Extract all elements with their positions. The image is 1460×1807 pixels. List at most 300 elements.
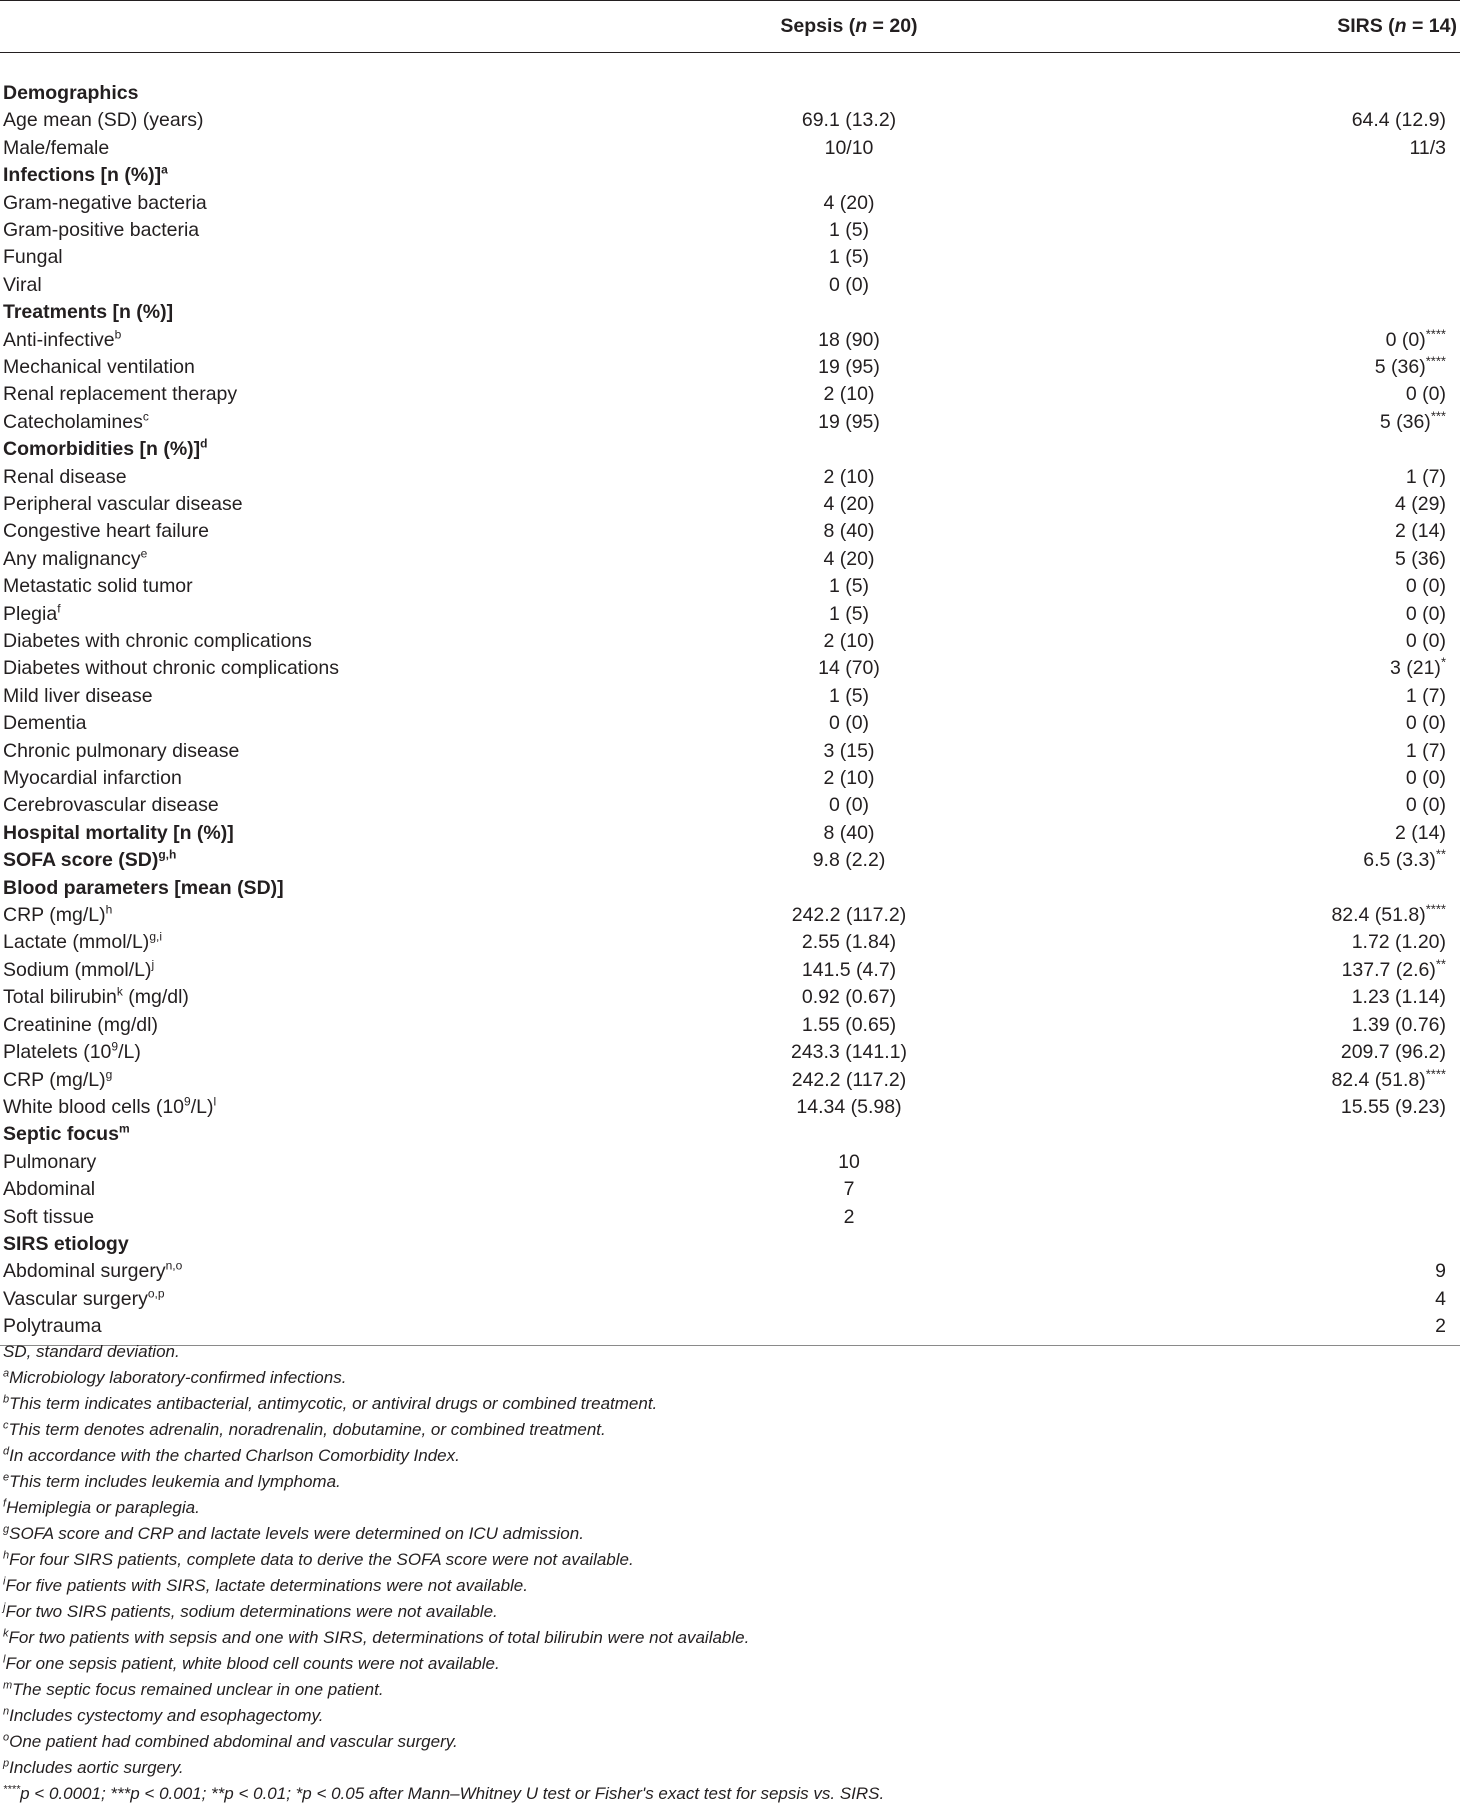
sirs-value <box>992 546 1460 573</box>
sepsis-value <box>706 1039 992 1066</box>
row-label-text: SOFA score (SD) <box>3 849 159 872</box>
table-footnotes <box>3 1339 884 1807</box>
footnote <box>3 1599 884 1625</box>
sirs-value <box>992 1067 1460 1094</box>
row-label <box>0 354 706 381</box>
row-label <box>0 738 706 765</box>
header-sirs-n: n <box>1394 14 1407 37</box>
sepsis-value <box>706 1012 992 1039</box>
sirs-value-text: 4 <box>1435 1287 1446 1310</box>
significance-marker: **** <box>1425 1066 1446 1082</box>
table-row <box>0 929 1460 956</box>
significance-marker: ** <box>1435 846 1446 862</box>
header-sepsis-n: n <box>855 14 868 37</box>
footnote-letter: i <box>3 1575 6 1588</box>
footnote-letter: k <box>3 1627 9 1640</box>
sepsis-value-text: 243.3 (141.1) <box>790 1041 907 1064</box>
row-label-text: Gram-positive bacteria <box>3 218 200 241</box>
row-label-text: Diabetes with chronic complications <box>3 630 312 653</box>
sepsis-value <box>706 436 992 463</box>
row-label <box>0 628 706 655</box>
footnote <box>3 1677 884 1703</box>
footnote-letter: j <box>3 1601 6 1614</box>
table-row <box>0 217 1460 244</box>
section-row <box>0 436 1460 463</box>
significance-marker: *** <box>1430 408 1446 424</box>
sepsis-value-text: 2 (10) <box>823 767 875 790</box>
footnote <box>3 1703 884 1729</box>
footnote <box>3 1625 884 1651</box>
sirs-value <box>992 80 1460 107</box>
row-label <box>0 820 706 847</box>
section-row <box>0 875 1460 902</box>
header-sepsis: Sepsis (n = 20) <box>706 1 992 53</box>
table-row <box>0 272 1460 299</box>
table-row <box>0 683 1460 710</box>
table-row <box>0 601 1460 628</box>
row-label-text: CRP (mg/L) <box>3 904 106 927</box>
footnote-marker: c <box>142 409 149 424</box>
sepsis-value <box>706 244 992 271</box>
sirs-value <box>992 491 1460 518</box>
sirs-value-text: 0 (0) <box>1405 767 1446 790</box>
sirs-value-text: 2 <box>1435 1315 1446 1338</box>
footnote-text: This term denotes adrenalin, noradrenalin, dobutamine, or combined treatment. <box>8 1420 606 1439</box>
sepsis-value <box>706 1094 992 1121</box>
row-label <box>0 573 706 600</box>
sirs-value <box>992 327 1460 354</box>
footnote-text: For one sepsis patient, white blood cell counts were not available. <box>5 1654 500 1673</box>
sirs-value <box>992 244 1460 271</box>
table-row <box>0 655 1460 682</box>
row-label-suffix: (mg/dl) <box>122 986 189 1009</box>
sepsis-value-text: 19 (95) <box>818 355 880 378</box>
sepsis-value-text: 0.92 (0.67) <box>801 986 897 1009</box>
sirs-value-text: 9 <box>1435 1260 1446 1283</box>
table-row <box>0 491 1460 518</box>
section-row <box>0 299 1460 326</box>
sepsis-value-text: 10/10 <box>824 136 874 159</box>
row-label-text: Metastatic solid tumor <box>3 575 193 598</box>
sirs-value-text: 64.4 (12.9) <box>1351 109 1446 132</box>
table-row <box>0 327 1460 354</box>
row-label-text: Pulmonary <box>3 1150 97 1173</box>
sepsis-value <box>706 272 992 299</box>
sirs-value-text: 1.39 (0.76) <box>1351 1013 1446 1036</box>
sirs-value <box>992 738 1460 765</box>
sirs-value-text: 0 (0) <box>1405 602 1446 625</box>
row-label <box>0 107 706 134</box>
footnote-text: This term includes leukemia and lymphoma. <box>9 1472 341 1491</box>
sirs-value-text: 82.4 (51.8) <box>1331 1068 1426 1091</box>
row-label-text: Viral <box>3 273 42 296</box>
table-body <box>0 80 1460 1345</box>
table-row <box>0 381 1460 408</box>
header-empty-cell <box>0 1 706 53</box>
row-label-text: Blood parameters [mean (SD)] <box>3 876 284 899</box>
table-row <box>0 628 1460 655</box>
footnote-marker: f <box>57 601 61 616</box>
sepsis-value-text: 2 (10) <box>823 383 875 406</box>
sirs-value <box>992 436 1460 463</box>
footnote-text: Hemiplegia or paraplegia. <box>6 1498 200 1517</box>
significance-marker: **** <box>1425 353 1446 369</box>
table-row <box>0 792 1460 819</box>
sepsis-value <box>706 409 992 436</box>
sepsis-value <box>706 1121 992 1148</box>
footnote-text: For four SIRS patients, complete data to derive the SOFA score were not available. <box>9 1550 634 1569</box>
table-row <box>0 957 1460 984</box>
sirs-value-text: 0 (0) <box>1405 712 1446 735</box>
sepsis-value <box>706 628 992 655</box>
sirs-value-text: 2 (14) <box>1395 821 1446 844</box>
footnote <box>3 1339 884 1365</box>
sepsis-value-text: 4 (20) <box>823 191 875 214</box>
footnote-marker: b <box>114 327 122 342</box>
sepsis-value <box>706 217 992 244</box>
footnote-text: SOFA score and CRP and lactate levels were determined on ICU admission. <box>9 1524 584 1543</box>
significance-marker: ** <box>1435 956 1446 972</box>
row-label-text: Demographics <box>3 81 139 104</box>
row-label-text: Vascular surgery <box>3 1287 148 1310</box>
sirs-value <box>992 162 1460 189</box>
sepsis-value <box>706 354 992 381</box>
row-label-text: Soft tissue <box>3 1205 95 1228</box>
sepsis-value-text: 3 (15) <box>823 739 875 762</box>
table-row <box>0 1204 1460 1231</box>
table-row <box>0 1176 1460 1203</box>
row-label-text: Platelets (10 <box>3 1041 112 1064</box>
sirs-value <box>992 601 1460 628</box>
sirs-value <box>992 107 1460 134</box>
sepsis-value <box>706 1204 992 1231</box>
table-row <box>0 107 1460 134</box>
footnote <box>3 1417 884 1443</box>
sepsis-value-text: 1 (5) <box>828 684 870 707</box>
footnote <box>3 1573 884 1599</box>
footnote-text: One patient had combined abdominal and vascular surgery. <box>9 1732 458 1751</box>
sepsis-value <box>706 190 992 217</box>
footnote-text: SD, standard deviation. <box>3 1342 180 1361</box>
footnote-text: The septic focus remained unclear in one patient. <box>12 1680 384 1699</box>
row-label-text: Gram-negative bacteria <box>3 191 207 214</box>
footnote <box>3 1781 884 1807</box>
table-row <box>0 984 1460 1011</box>
row-label <box>0 381 706 408</box>
sepsis-value-text: 1 (5) <box>828 218 870 241</box>
footnote-letter: f <box>3 1497 7 1510</box>
footnote-text: Microbiology laboratory-confirmed infections. <box>9 1368 347 1387</box>
sirs-value-text: 209.7 (96.2) <box>1340 1041 1446 1064</box>
header-spacer <box>0 53 1460 80</box>
sirs-value <box>992 1313 1460 1345</box>
footnote-marker: j <box>151 957 155 972</box>
significance-marker: **** <box>1425 901 1446 917</box>
table-row <box>0 902 1460 929</box>
sepsis-value-text: 18 (90) <box>818 328 880 351</box>
sepsis-value <box>706 792 992 819</box>
sepsis-value <box>706 1231 992 1258</box>
sirs-value <box>992 1094 1460 1121</box>
row-label-text: Plegia <box>3 602 58 625</box>
sirs-value <box>992 190 1460 217</box>
footnote <box>3 1521 884 1547</box>
footnote-letter: **** <box>3 1783 21 1796</box>
sepsis-value <box>706 546 992 573</box>
footnote <box>3 1755 884 1781</box>
sepsis-value <box>706 162 992 189</box>
table-header-row <box>0 1 1460 53</box>
sepsis-value-text: 242.2 (117.2) <box>791 904 907 927</box>
sirs-value-text: 11/3 <box>1409 136 1446 159</box>
footnote-text: For two patients with sepsis and one with SIRS, determinations of total bilirubin were not available. <box>8 1628 750 1647</box>
sirs-value <box>992 518 1460 545</box>
footnote-letter: a <box>3 1367 10 1380</box>
footnote-marker: e <box>140 546 148 561</box>
sepsis-value-text: 0 (0) <box>828 794 870 817</box>
table-row <box>0 1094 1460 1121</box>
row-label <box>0 1149 706 1176</box>
footnote-marker: d <box>200 436 208 451</box>
sirs-value <box>992 984 1460 1011</box>
row-label <box>0 546 706 573</box>
table-row <box>0 765 1460 792</box>
sirs-value-text: 1 (7) <box>1405 739 1446 762</box>
row-label <box>0 217 706 244</box>
row-label-text: Polytrauma <box>3 1315 102 1338</box>
sirs-value <box>992 217 1460 244</box>
row-label-text: Treatments [n (%)] <box>3 301 174 324</box>
row-label-text: Abdominal surgery <box>3 1260 166 1283</box>
row-label-text: Abdominal <box>3 1178 96 1201</box>
sepsis-value-text: 0 (0) <box>828 712 870 735</box>
sirs-value-text: 0 (0) <box>1405 575 1446 598</box>
sepsis-value-text: 14.34 (5.98) <box>796 1095 902 1118</box>
row-label <box>0 1039 706 1066</box>
row-label <box>0 792 706 819</box>
sepsis-value <box>706 929 992 956</box>
footnote-text: In accordance with the charted Charlson Comorbidity Index. <box>9 1446 460 1465</box>
sepsis-value-text: 2 <box>843 1205 855 1228</box>
table-row <box>0 573 1460 600</box>
sepsis-value <box>706 107 992 134</box>
sepsis-value-text: 2 (10) <box>823 465 875 488</box>
header-sepsis-count: = 20) <box>867 14 918 37</box>
sepsis-value-text: 19 (95) <box>818 410 880 433</box>
footnote-letter: p <box>3 1757 10 1770</box>
sepsis-value <box>706 80 992 107</box>
row-label <box>0 655 706 682</box>
row-label <box>0 1176 706 1203</box>
sirs-value <box>992 1176 1460 1203</box>
significance-marker: * <box>1440 654 1446 670</box>
row-label-text: Renal replacement therapy <box>3 383 238 406</box>
section-row <box>0 80 1460 107</box>
footnote <box>3 1469 884 1495</box>
footnote-marker: n,o <box>165 1258 183 1273</box>
footnote-letter: g <box>3 1523 10 1536</box>
footnote-letter: o <box>3 1731 10 1744</box>
sirs-value <box>992 464 1460 491</box>
footnote-marker: o,p <box>147 1286 165 1301</box>
footnote-marker: m <box>118 1121 130 1136</box>
footnote-marker: h <box>105 902 113 917</box>
row-label-text: Mild liver disease <box>3 684 153 707</box>
row-label <box>0 683 706 710</box>
sirs-value <box>992 1012 1460 1039</box>
sirs-value-text: 5 (36) <box>1379 410 1431 433</box>
footnote-text: Includes cystectomy and esophagectomy. <box>9 1706 324 1725</box>
sepsis-value <box>706 847 992 874</box>
sepsis-value-text: 14 (70) <box>818 657 880 680</box>
sirs-value <box>992 710 1460 737</box>
footnote-letter: m <box>3 1679 13 1692</box>
table-row <box>0 710 1460 737</box>
sepsis-value-text: 0 (0) <box>828 273 870 296</box>
sirs-value-text: 1 (7) <box>1405 465 1446 488</box>
footnote <box>3 1729 884 1755</box>
sepsis-value-text: 2.55 (1.84) <box>801 931 897 954</box>
sepsis-value-text: 242.2 (117.2) <box>791 1068 907 1091</box>
row-label <box>0 601 706 628</box>
significance-marker: **** <box>1425 326 1446 342</box>
sepsis-value <box>706 957 992 984</box>
sirs-value <box>992 847 1460 874</box>
sepsis-value <box>706 655 992 682</box>
table-row <box>0 738 1460 765</box>
row-label <box>0 1231 706 1258</box>
row-label-text: SIRS etiology <box>3 1232 129 1255</box>
footnote-text: This term indicates antibacterial, antimycotic, or antiviral drugs or combined treatment. <box>9 1394 658 1413</box>
sirs-value <box>992 929 1460 956</box>
sepsis-value <box>706 491 992 518</box>
sirs-value-text: 1.72 (1.20) <box>1351 931 1446 954</box>
sepsis-value-text: 7 <box>843 1178 855 1201</box>
row-label-text: Cerebrovascular disease <box>3 794 219 817</box>
sepsis-value-text: 9.8 (2.2) <box>812 849 886 872</box>
row-label <box>0 929 706 956</box>
row-label-text: Creatinine (mg/dl) <box>3 1013 158 1036</box>
section-row <box>0 847 1460 874</box>
sirs-value <box>992 1286 1460 1313</box>
table-row <box>0 546 1460 573</box>
row-label-text: Congestive heart failure <box>3 520 209 543</box>
row-label <box>0 710 706 737</box>
row-label-text: Mechanical ventilation <box>3 355 195 378</box>
row-label <box>0 902 706 929</box>
row-label-text: Catecholamines <box>3 410 143 433</box>
sepsis-value <box>706 1286 992 1313</box>
sirs-value-text: 5 (36) <box>1374 355 1426 378</box>
row-label <box>0 464 706 491</box>
row-label <box>0 875 706 902</box>
footnote <box>3 1547 884 1573</box>
row-label <box>0 518 706 545</box>
sepsis-value <box>706 1149 992 1176</box>
row-label <box>0 984 706 1011</box>
table-row <box>0 1067 1460 1094</box>
header-sepsis-label: Sepsis <box>780 14 844 37</box>
sirs-value <box>992 381 1460 408</box>
sirs-value-text: 15.55 (9.23) <box>1340 1095 1446 1118</box>
sirs-value-text: 0 (0) <box>1405 794 1446 817</box>
row-label-text: Myocardial infarction <box>3 767 182 790</box>
sirs-value-text: 0 (0) <box>1405 383 1446 406</box>
row-label <box>0 244 706 271</box>
footnote-letter: d <box>3 1445 10 1458</box>
row-label-text: Comorbidities [n (%)] <box>3 438 201 461</box>
sepsis-value-text: 1 (5) <box>828 602 870 625</box>
sepsis-value-text: 8 (40) <box>823 520 875 543</box>
sirs-value <box>992 902 1460 929</box>
table-row <box>0 409 1460 436</box>
footnote <box>3 1391 884 1417</box>
footnote-text: For five patients with SIRS, lactate determinations were not available. <box>5 1576 528 1595</box>
footnote-marker: 9 <box>184 1094 191 1109</box>
sirs-value-text: 0 (0) <box>1385 328 1426 351</box>
row-label-text: Infections [n (%)] <box>3 164 162 187</box>
row-label-text: Age mean (SD) (years) <box>3 109 204 132</box>
row-label-text: Renal disease <box>3 465 127 488</box>
row-label <box>0 1012 706 1039</box>
sepsis-value-text: 1 (5) <box>828 246 870 269</box>
header-sirs-label: SIRS <box>1337 14 1383 37</box>
row-label-text: CRP (mg/L) <box>3 1068 106 1091</box>
sepsis-value-text: 1.55 (0.65) <box>801 1013 897 1036</box>
row-label <box>0 491 706 518</box>
header-sirs: SIRS (n = 14) <box>992 1 1460 53</box>
footnote <box>3 1651 884 1677</box>
sepsis-value-text: 4 (20) <box>823 492 875 515</box>
row-label-text: Peripheral vascular disease <box>3 492 243 515</box>
table-row <box>0 354 1460 381</box>
section-row <box>0 162 1460 189</box>
sepsis-value <box>706 683 992 710</box>
sirs-value <box>992 655 1460 682</box>
footnote <box>3 1443 884 1469</box>
row-label <box>0 957 706 984</box>
row-label <box>0 190 706 217</box>
sirs-value <box>992 1258 1460 1285</box>
row-label <box>0 272 706 299</box>
sepsis-value-text: 4 (20) <box>823 547 875 570</box>
row-label <box>0 1258 706 1285</box>
row-label-text: Total bilirubin <box>3 986 117 1009</box>
sepsis-value-text: 1 (5) <box>828 575 870 598</box>
sirs-value <box>992 820 1460 847</box>
sirs-value-text: 1.23 (1.14) <box>1351 986 1446 1009</box>
row-label <box>0 1286 706 1313</box>
sirs-value <box>992 1231 1460 1258</box>
sirs-value <box>992 299 1460 326</box>
footnote-letter: b <box>3 1393 10 1406</box>
footnote-marker: l <box>213 1094 217 1109</box>
sirs-value <box>992 628 1460 655</box>
sirs-value <box>992 1149 1460 1176</box>
sirs-value <box>992 272 1460 299</box>
sirs-value <box>992 792 1460 819</box>
row-label-suffix: /L) <box>190 1095 214 1118</box>
sirs-value <box>992 1121 1460 1148</box>
row-label <box>0 1094 706 1121</box>
row-label <box>0 436 706 463</box>
footnote-text: Includes aortic surgery. <box>9 1758 184 1777</box>
sepsis-value-text: 10 <box>838 1150 860 1173</box>
sirs-value <box>992 354 1460 381</box>
sepsis-value <box>706 1258 992 1285</box>
sirs-value <box>992 1039 1460 1066</box>
row-label-text: Any malignancy <box>3 547 141 570</box>
